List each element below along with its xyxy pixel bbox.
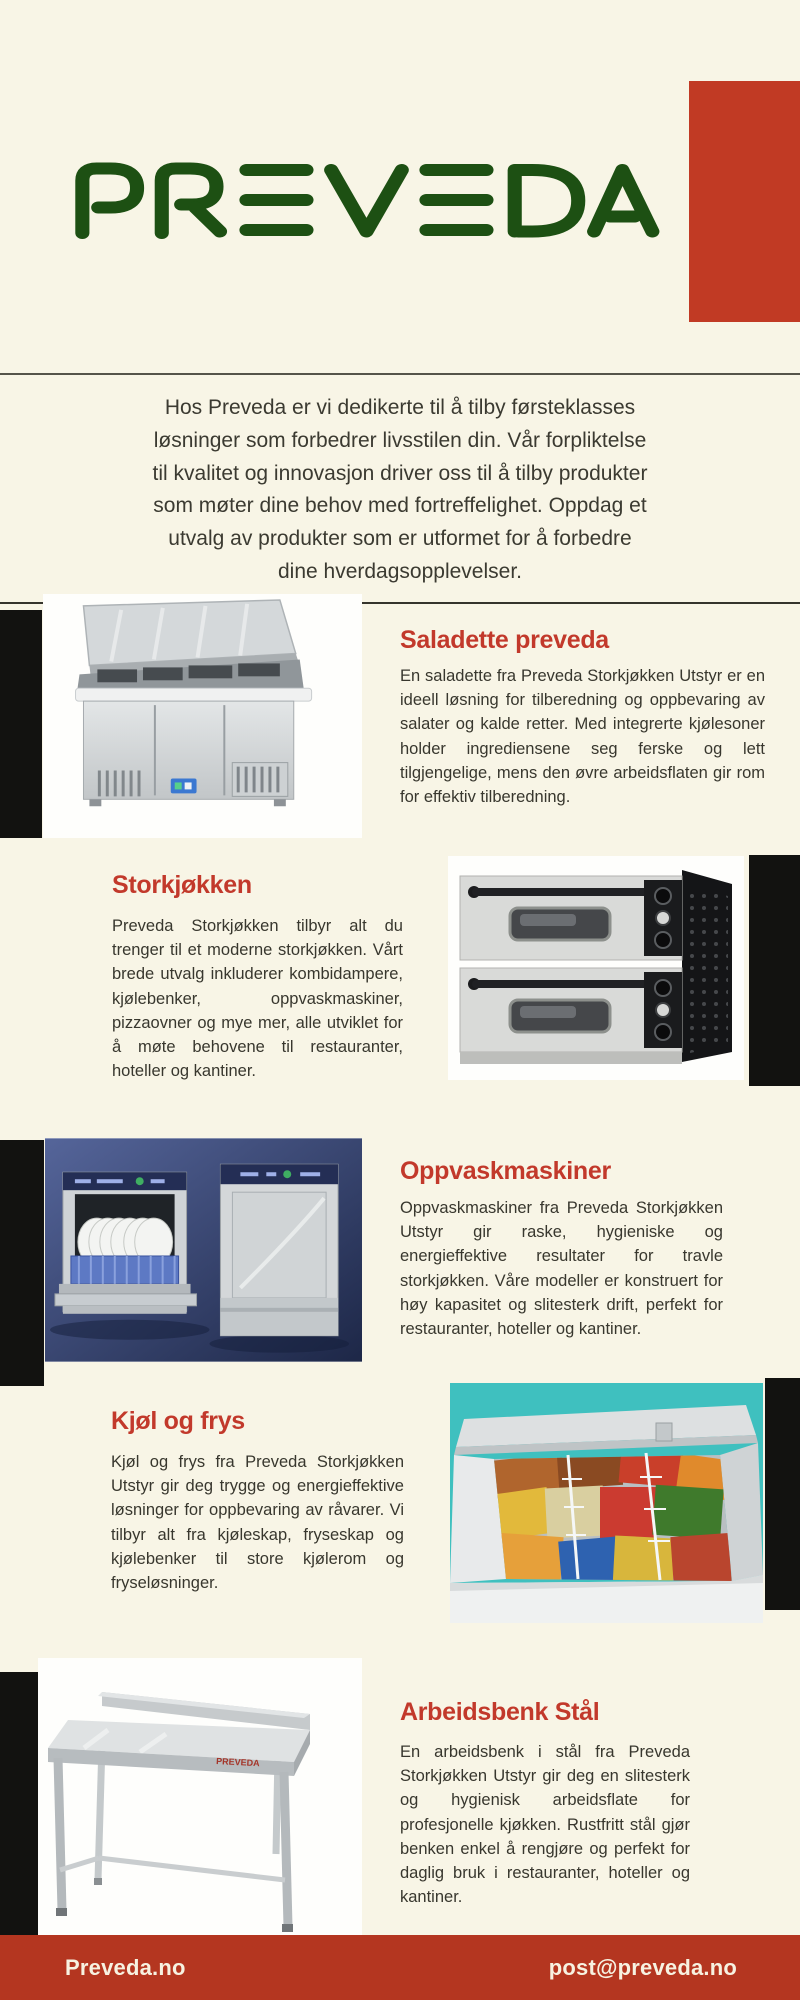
accent-bar-left [0,610,42,838]
section-body-arbeidsbenk: En arbeidsbenk i stål fra Preveda Storkjøkken Utstyr gir deg en slitesterk og hygienisk arbeidsflate for profesjonelle kjøkken. Rustfritt stål gjør benken enkel å rengjøre og perfekt for daglig bruk i restauranter, hoteller og kantiner. [400,1743,690,1907]
section-body-storkjokken: Preveda Storkjøkken tilbyr alt du trenger til et moderne storkjøkken. Vårt brede utvalg inkluderer kombidampere, kjølebenker, oppvaskmaskiner, pizzaovner og mye mer, alle utviklet for å møte behovene til restauranter, hoteller og kantiner. [112,917,403,1081]
intro-line: utvalg av produkter som er utformet for å forbedre [168,527,632,551]
bench-brand-label: PREVEDA [215,1756,260,1769]
intro-line: til kvalitet og innovasjon driver oss til å tilby produkter [152,461,648,485]
accent-bar-left [0,1672,38,1935]
preveda-logo [70,161,670,239]
section-title-oppvaskmaskiner: Oppvaskmaskiner [400,1157,611,1185]
intro-paragraph [80,392,720,589]
intro-line: løsninger som forbedrer livsstilen din. Vår forpliktelse [153,428,647,452]
accent-bar-right [749,855,800,1086]
footer-website: Preveda.no [65,1954,186,1980]
section-title-storkjokken: Storkjøkken [112,871,252,899]
header-accent-block [689,81,800,322]
footer-bar [0,1935,800,2000]
dishwashers-product-image [45,1138,362,1362]
section-body-kjol-og-frys: Kjøl og frys fra Preveda Storkjøkken Utstyr gir deg trygge og energieffektive løsninger for oppbevaring av råvarer. Vi tilbyr alt fra kjøleskap, fryseskap og kjølebenker til store kjølerom og fryseløsninger. [111,1453,404,1593]
accent-bar-right [765,1378,800,1610]
pizza-oven-product-image [448,856,744,1080]
section-title-arbeidsbenk: Arbeidsbenk Stål [400,1698,600,1726]
work-bench-product-image [38,1658,362,1935]
intro-line: som møter dine behov med fortreffelighet. Oppdag et [153,494,647,518]
intro-line: Hos Preveda er vi dedikerte til å tilby førsteklasses [164,396,636,419]
section-title-kjol-og-frys: Kjøl og frys [111,1407,245,1435]
section-body-oppvaskmaskiner: Oppvaskmaskiner fra Preveda Storkjøkken Utstyr gir raske, hygieniske og energieffektive resultater for travle storkjøkken. Våre modeller er konstruert for høy kapasitet og slitesterk drift, perfekt for restauranter, hoteller og kantiner. [400,1199,723,1339]
section-title-saladette: Saladette preveda [400,626,609,654]
freezer-product-image [450,1383,763,1623]
section-body-saladette: En saladette fra Preveda Storkjøkken Utstyr er en ideell løsning for tilberedning og oppbevaring av salater og kalde retter. Med integrerte kjølesoner holder ingrediensene seg ferske og lett tilgjengelige, mens den øvre arbeidsflaten gir rom for effektiv tilberedning. [400,667,765,807]
header-divider-line [0,373,800,375]
intro-line: dine hverdagsopplevelser. [277,559,522,583]
saladette-product-image [43,594,362,838]
accent-bar-left [0,1140,44,1386]
footer-email: post@preveda.no [548,1954,737,1980]
